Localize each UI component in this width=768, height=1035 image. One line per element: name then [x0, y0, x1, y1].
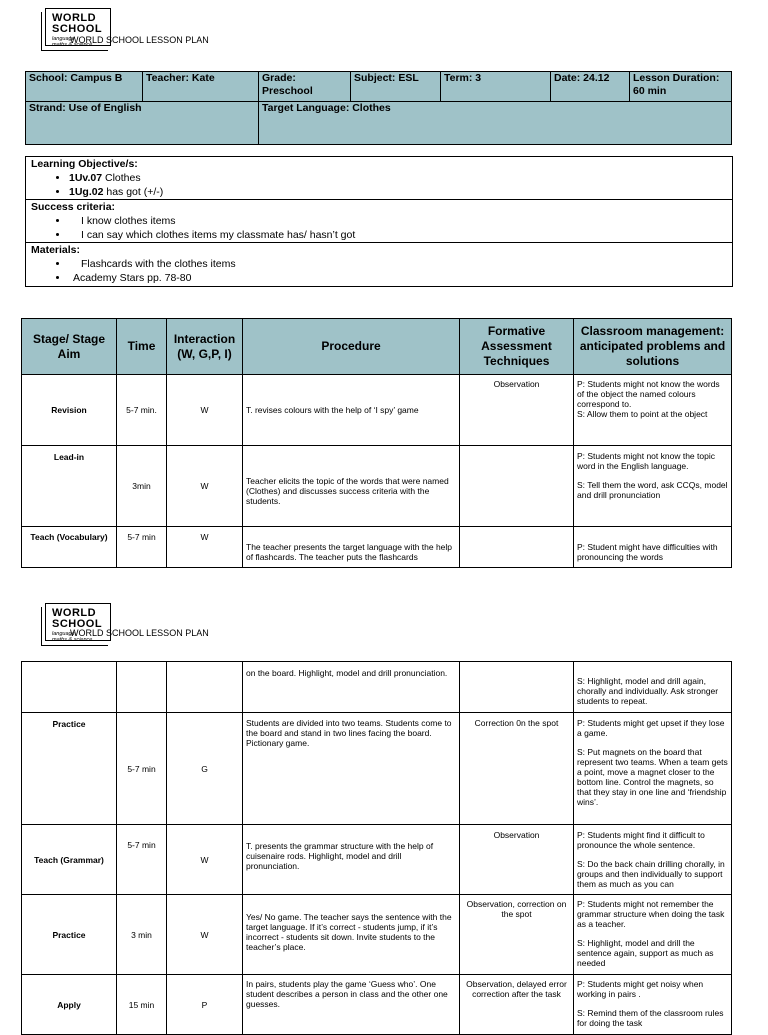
- interaction-cell: W: [167, 446, 243, 527]
- assessment-cell: [460, 527, 574, 568]
- management-cell: P: Students might not know the topic word in the English language. S: Tell them the word, ask CCQs, model and drill pronunciation: [574, 446, 732, 527]
- col-time: Time: [117, 319, 167, 375]
- learning-objectives-heading: Learning Objective/s:: [31, 158, 138, 170]
- duration-cell: Lesson Duration: 60 min: [630, 72, 732, 102]
- procedure-cell: Students are divided into two teams. Students come to the board and stand in two lines facing the board. Pictionary game.: [243, 713, 460, 825]
- success-criteria-item: • I can say which clothes items my classmate has/ hasn’t got: [69, 228, 727, 242]
- table-row: [22, 446, 732, 527]
- assessment-cell: Observation: [460, 825, 574, 895]
- stage-cell: Practice: [22, 713, 117, 825]
- management-cell: P: Students might not know the words of the object the named colours correspond to. S: Allow them to point at the object: [574, 375, 732, 446]
- col-stage: Stage/ Stage Aim: [22, 319, 117, 375]
- procedure-table-page2: [21, 661, 732, 1035]
- interaction-cell: P: [167, 975, 243, 1035]
- logo-line1: WORLD: [52, 607, 97, 619]
- table-row: [22, 375, 732, 446]
- time-cell: 3min: [117, 446, 167, 527]
- objectives-table: [25, 156, 733, 287]
- stage-cell: Apply: [22, 975, 117, 1035]
- time-cell: [117, 662, 167, 713]
- interaction-cell: [167, 662, 243, 713]
- assessment-cell: Observation, correction on the spot: [460, 895, 574, 975]
- management-cell: P: Students might get upset if they lose a game. S: Put magnets on the board that represent two teams. When a team gets a point, move a magnet closer to the bottom line. Control the magnets, so that they stay in one line and ‘friendship wins’.: [574, 713, 732, 825]
- stage-cell: Teach (Vocabulary): [22, 527, 117, 568]
- interaction-cell: W: [167, 375, 243, 446]
- assessment-cell: [460, 662, 574, 713]
- col-interaction: Interaction (W, G,P, I): [167, 319, 243, 375]
- lesson-header-table: [25, 71, 732, 145]
- time-cell: 15 min: [117, 975, 167, 1035]
- logo-sub1: language,: [52, 631, 77, 637]
- management-cell: P: Students might not remember the grammar structure when doing the task as a teacher. S: Highlight, model and drill the sentence again, support as much as needed: [574, 895, 732, 975]
- management-cell: S: Highlight, model and drill again, chorally and individually. Ask stronger students to repeat.: [574, 662, 732, 713]
- table-row: [22, 895, 732, 975]
- materials-item: • Academy Stars pp. 78-80: [69, 271, 727, 285]
- col-procedure: Procedure: [243, 319, 460, 375]
- table-row: [22, 825, 732, 895]
- subject-cell: Subject: ESL: [351, 72, 441, 102]
- procedure-cell: Teacher elicits the topic of the words that were named (Clothes) and discusses success criteria with the students.: [243, 446, 460, 527]
- time-cell: 5-7 min: [117, 527, 167, 568]
- interaction-cell: W: [167, 895, 243, 975]
- assessment-cell: Correction 0n the spot: [460, 713, 574, 825]
- col-assessment: Formative Assessment Techniques: [460, 319, 574, 375]
- objective-item: • 1Ug.02 has got (+/-): [69, 185, 727, 199]
- stage-cell: Lead-in: [22, 446, 117, 527]
- procedure-cell: In pairs, students play the game ‘Guess who’. One student describes a person in class and the other one guesses.: [243, 975, 460, 1035]
- assessment-cell: [460, 446, 574, 527]
- logo-line2: SCHOOL: [52, 618, 103, 630]
- interaction-cell: W: [167, 825, 243, 895]
- assessment-cell: Observation: [460, 375, 574, 446]
- logo-line2: SCHOOL: [52, 23, 103, 35]
- table-row: [22, 662, 732, 713]
- materials-heading: Materials:: [31, 244, 81, 256]
- objective-item: • 1Uv.07 Clothes: [69, 171, 727, 185]
- success-criteria-heading: Success criteria:: [31, 201, 116, 213]
- target-language-cell: Target Language: Clothes: [259, 102, 732, 145]
- stage-cell: Teach (Grammar): [22, 825, 117, 895]
- plan-title: WORLD SCHOOL LESSON PLAN: [70, 628, 209, 638]
- procedure-table-page1: [21, 318, 732, 568]
- assessment-cell: Observation, delayed error correction after the task: [460, 975, 574, 1035]
- date-cell: Date: 24.12: [551, 72, 630, 102]
- col-management: Classroom management: anticipated problems and solutions: [574, 319, 732, 375]
- stage-cell: Practice: [22, 895, 117, 975]
- logo-sub2: maths & science: [52, 637, 93, 643]
- stage-cell: [22, 662, 117, 713]
- management-cell: P: Students might find it difficult to pronounce the whole sentence. S: Do the back chain drilling chorally, in groups and then individually to support them as much as you can: [574, 825, 732, 895]
- procedure-cell: T. revises colours with the help of ‘I spy’ game: [243, 375, 460, 446]
- table-row: [22, 527, 732, 568]
- term-cell: Term: 3: [441, 72, 551, 102]
- procedure-cell: on the board. Highlight, model and drill pronunciation.: [243, 662, 460, 713]
- time-cell: 5-7 min.: [117, 375, 167, 446]
- procedure-cell: Yes/ No game. The teacher says the sentence with the target language. If it’s correct - students jump, if it’s incorrect - students sit down. Invite students to the teacher’s place.: [243, 895, 460, 975]
- success-criteria-item: • I know clothes items: [69, 214, 727, 228]
- logo-sub1: language,: [52, 36, 77, 42]
- procedure-cell: The teacher presents the target language with the help of flashcards. The teacher puts the flashcards: [243, 527, 460, 568]
- time-cell: 5-7 min: [117, 713, 167, 825]
- time-cell: 5-7 min: [117, 825, 167, 895]
- school-cell: School: Campus B: [26, 72, 143, 102]
- stage-cell: Revision: [22, 375, 117, 446]
- grade-cell: Grade: Preschool: [259, 72, 351, 102]
- logo-sub2: maths & science: [52, 42, 93, 48]
- strand-cell: Strand: Use of English: [26, 102, 259, 145]
- teacher-cell: Teacher: Kate: [143, 72, 259, 102]
- management-cell: P: Student might have difficulties with pronouncing the words: [574, 527, 732, 568]
- table-row: [22, 713, 732, 825]
- table-row: [22, 975, 732, 1035]
- procedure-cell: T. presents the grammar structure with the help of cuisenaire rods. Highlight, model and drill pronunciation.: [243, 825, 460, 895]
- materials-item: • Flashcards with the clothes items: [69, 257, 727, 271]
- logo-line1: WORLD: [52, 12, 97, 24]
- plan-title: WORLD SCHOOL LESSON PLAN: [70, 35, 209, 45]
- interaction-cell: W: [167, 527, 243, 568]
- time-cell: 3 min: [117, 895, 167, 975]
- interaction-cell: G: [167, 713, 243, 825]
- management-cell: P: Students might get noisy when working in pairs . S: Remind them of the classroom rules for doing the task: [574, 975, 732, 1035]
